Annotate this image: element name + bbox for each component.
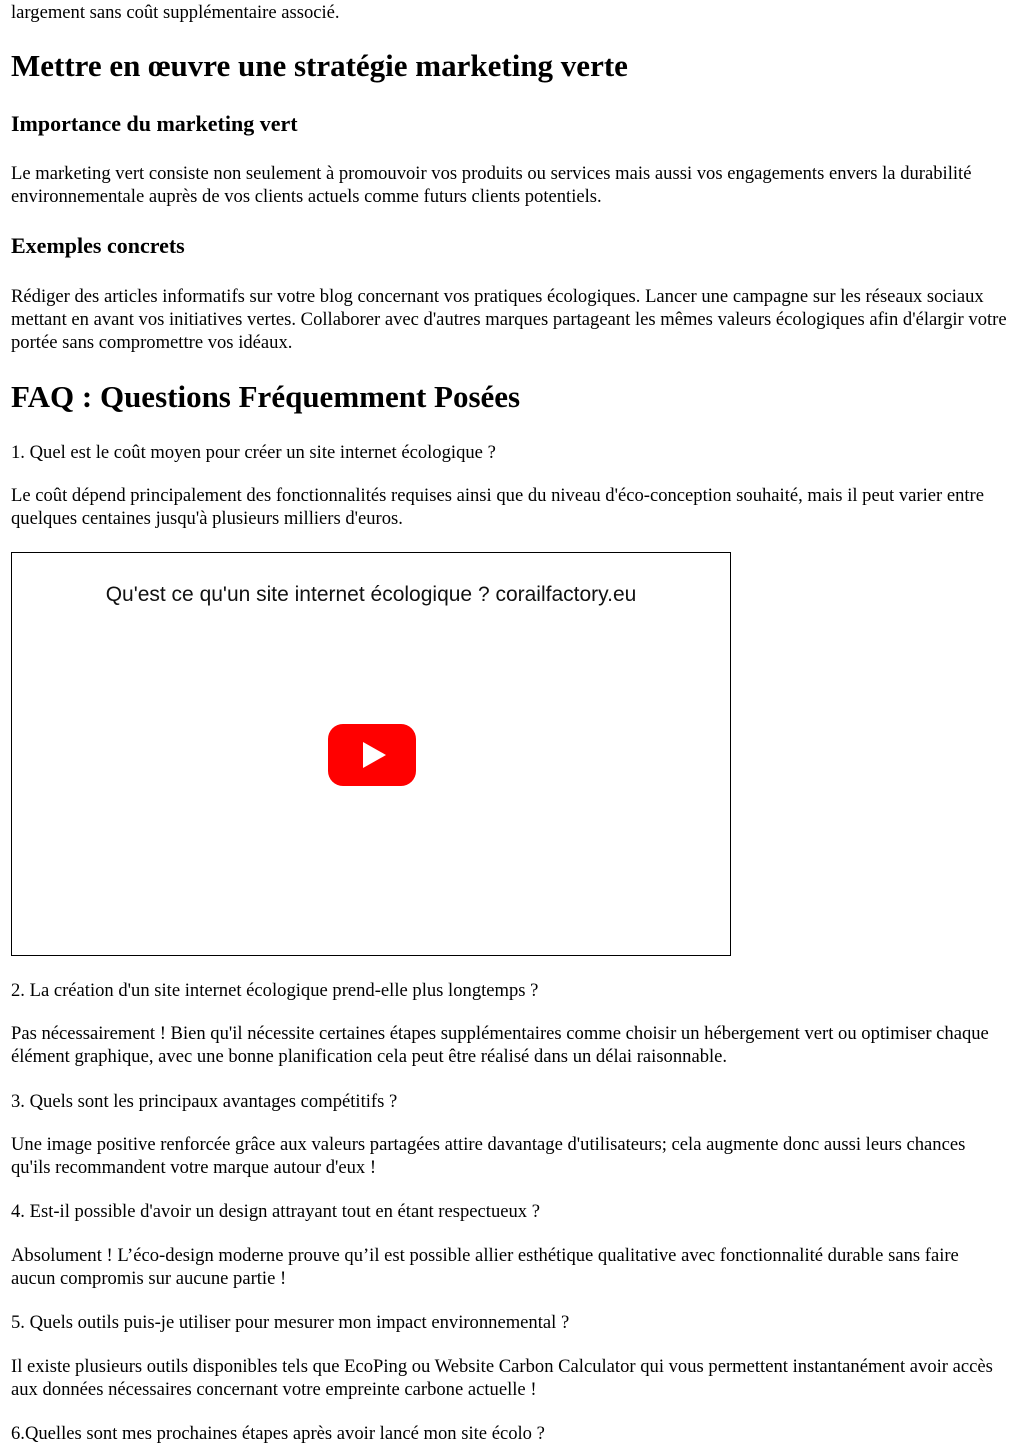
examples-heading: Exemples concrets — [11, 233, 185, 258]
examples-paragraph: Rédiger des articles informatifs sur votre blog concernant vos pratiques écologiques. Lancer une campagne sur les réseaux sociaux mettant en avant vos initiatives vertes. Collaborer avec d'autres marques partageant les mêmes valeurs écologiques afin d'élargir votre portée sans compromettre vos idéaux. — [11, 286, 1007, 353]
video-title[interactable]: Qu'est ce qu'un site internet écologique ? corailfactory.eu — [105, 583, 637, 606]
youtube-play-icon[interactable] — [328, 724, 416, 786]
faq-answer-2: Pas nécessairement ! Bien qu'il nécessite certaines étapes supplémentaires comme choisir un hébergement vert ou optimiser chaque élément graphique, avec une bonne planification cela peut être réalisé dans un délai raisonnable. — [11, 1023, 989, 1067]
importance-heading: Importance du marketing vert — [11, 111, 298, 136]
faq-question-6: 6.Quelles sont mes prochaines étapes après avoir lancé mon site écolo ? — [11, 1423, 545, 1444]
faq-title: FAQ : Questions Fréquemment Posées — [11, 379, 521, 414]
faq-question-1: 1. Quel est le coût moyen pour créer un site internet écologique ? — [11, 442, 496, 463]
video-embed[interactable] — [11, 552, 731, 956]
importance-paragraph: Le marketing vert consiste non seulement à promouvoir vos produits ou services mais aussi vos engagements envers la durabilité environnementale auprès de vos clients actuels comme futurs clients potentiels. — [11, 163, 972, 207]
faq-answer-4: Absolument ! L’éco-design moderne prouve qu’il est possible allier esthétique qualitative avec fonctionnalité durable sans faire aucun compromis sur aucune partie ! — [11, 1245, 959, 1289]
intro-tail-text: largement sans coût supplémentaire associé. — [11, 2, 340, 23]
faq-answer-1: Le coût dépend principalement des fonctionnalités requises ainsi que du niveau d'éco-conception souhaité, mais il peut varier entre quelques centaines jusqu'à plusieurs milliers d'euros. — [11, 485, 984, 529]
youtube-play-icon-svg — [328, 724, 416, 786]
faq-question-5: 5. Quels outils puis-je utiliser pour mesurer mon impact environnemental ? — [11, 1312, 570, 1333]
faq-answer-3: Une image positive renforcée grâce aux valeurs partagées attire davantage d'utilisateurs; cela augmente donc aussi leurs chances qu'ils recommandent votre marque autour d'eux ! — [11, 1134, 966, 1178]
faq-question-4: 4. Est-il possible d'avoir un design attrayant tout en étant respectueux ? — [11, 1201, 540, 1222]
faq-question-3: 3. Quels sont les principaux avantages compétitifs ? — [11, 1091, 398, 1112]
faq-question-2: 2. La création d'un site internet écologique prend-elle plus longtemps ? — [11, 980, 539, 1001]
faq-answer-5: Il existe plusieurs outils disponibles tels que EcoPing ou Website Carbon Calculator qui vous permettent instantanément avoir accès aux données nécessaires concernant votre empreinte carbone actuelle ! — [11, 1356, 993, 1400]
marketing-section-title: Mettre en œuvre une stratégie marketing verte — [11, 48, 628, 83]
